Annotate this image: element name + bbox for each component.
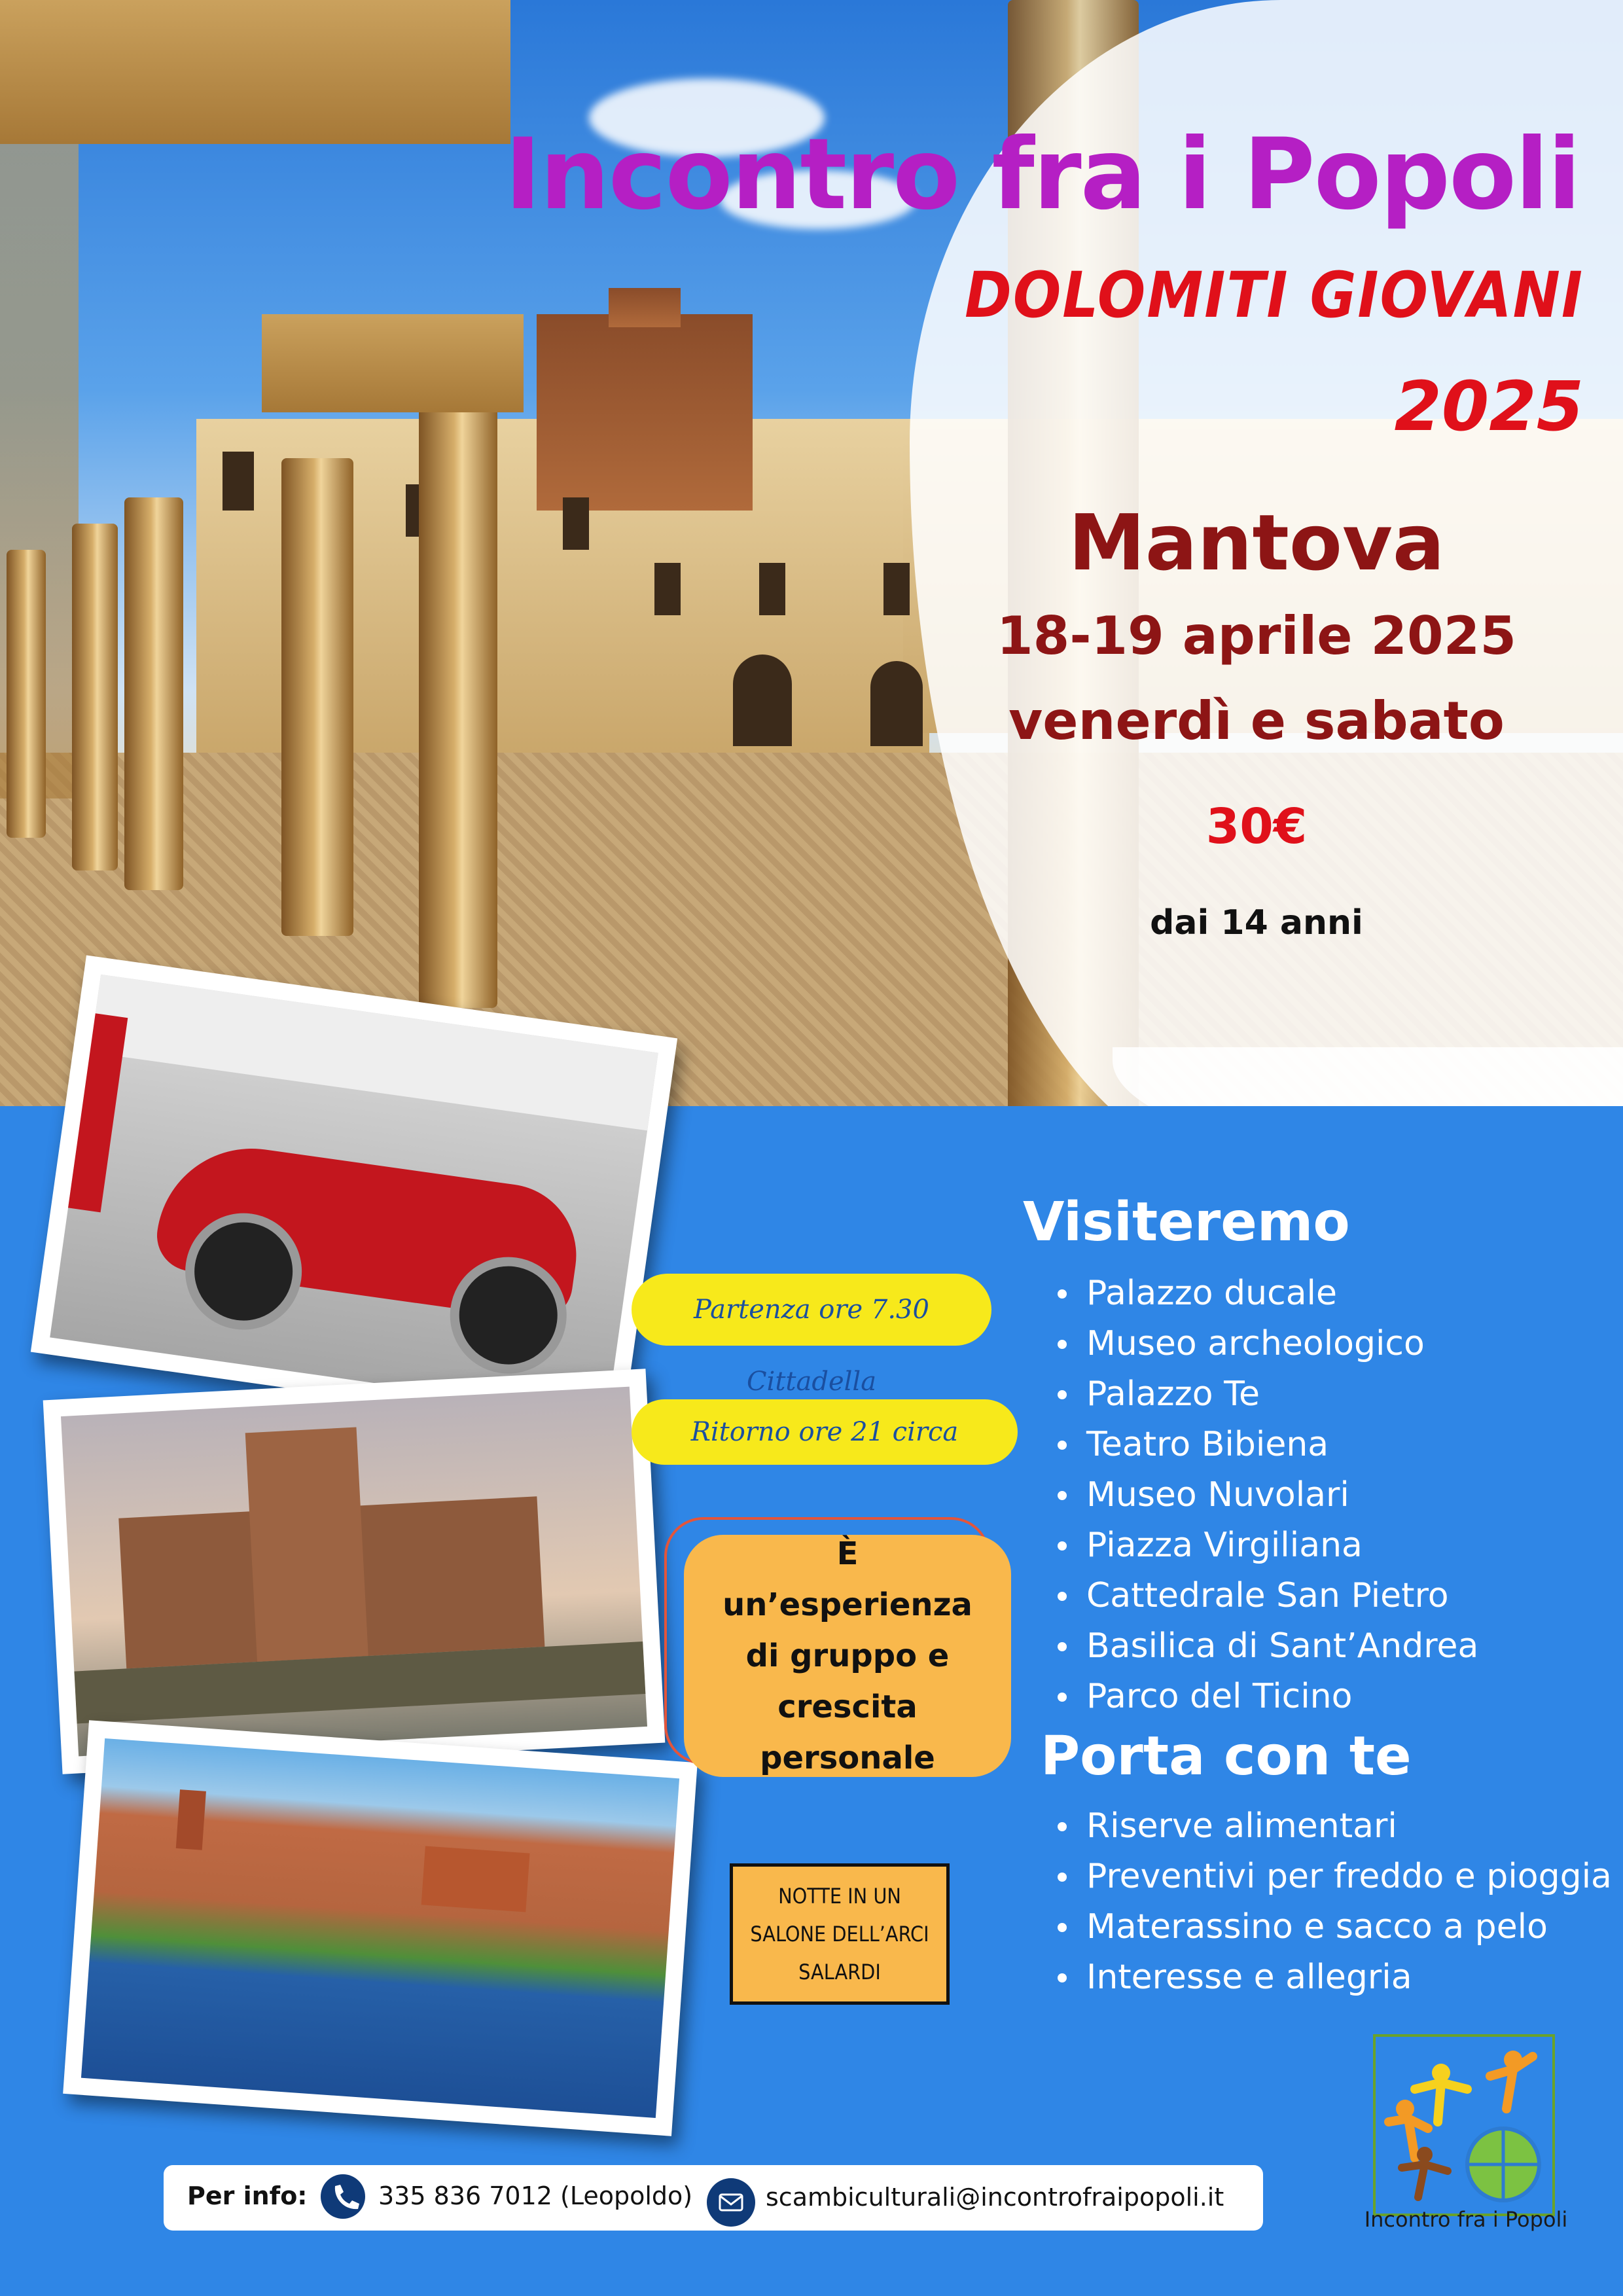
castle-photo [61,1387,647,1757]
arcade-capital [262,314,524,412]
phone-number[interactable]: 335 836 7012 (Leopoldo) [378,2181,693,2210]
arcade-ceiling [0,0,510,144]
poster-year: 2025 [1394,367,1584,446]
list-item: Museo archeologico [1052,1319,1478,1369]
poster-subtitle: DOLOMITI GIOVANI [965,259,1584,332]
list-item: Interesse e allegria [1052,1952,1612,2003]
list-item: Parco del Ticino [1052,1672,1478,1722]
window [759,563,785,615]
arch-door [733,655,792,746]
column [281,458,353,936]
window [654,563,681,615]
event-age: dai 14 anni [1150,903,1363,942]
mail-icon [707,2178,755,2227]
visit-heading: Visiteremo [1023,1191,1350,1253]
list-item: Piazza Virgiliana [1052,1520,1478,1571]
window [563,497,589,550]
list-item: Materassino e sacco a pelo [1052,1902,1612,1952]
column [124,497,183,890]
photo-card-racing-car [31,956,677,1435]
photo-card-castle [43,1369,666,1774]
visit-list [1052,1268,1478,1722]
email-address[interactable]: scambiculturali@incontrofraipopoli.it [766,2183,1224,2212]
experience-box [684,1535,1011,1777]
bell-tower [176,1789,206,1850]
departure-pill: Partenza ore 7.30 Cittadella [632,1274,991,1346]
info-label: Per info: [187,2181,308,2210]
list-item: Cattedrale San Pietro [1052,1571,1478,1621]
poster-title: Incontro fra i Popoli [505,118,1580,232]
racing-car-photo [50,975,658,1416]
city-aerial-photo [81,1738,679,2118]
bring-heading: Porta con te [1041,1725,1412,1787]
event-dates: 18-19 aprile 2025 [996,605,1517,666]
return-pill: Ritorno ore 21 circa [632,1399,1018,1465]
event-price: 30€ [1205,798,1308,855]
column [72,524,118,870]
window [883,563,910,615]
list-item: Basilica di Sant’Andrea [1052,1621,1478,1672]
column [419,406,497,1008]
photo-card-city-aerial [63,1720,698,2136]
logo-text: Incontro fra i Popoli [1364,2207,1568,2232]
event-city: Mantova [1068,497,1445,588]
castle-keep [245,1427,368,1662]
night-text: NOTTE IN UN SALONE DELL’ARCI SALARDI [750,1884,929,1984]
event-days: venerdì e sabato [1008,691,1505,751]
list-item: Palazzo ducale [1052,1268,1478,1319]
arch-door [870,661,923,746]
organization-logo [1373,2034,1555,2216]
night-box [730,1863,950,2005]
list-item: Palazzo Te [1052,1369,1478,1420]
window [223,452,254,511]
tower-top [609,288,681,327]
castle-roof [421,1846,530,1912]
phone-icon [321,2174,365,2219]
list-item: Riserve alimentari [1052,1801,1612,1852]
list-item: Preventivi per freddo e pioggia [1052,1852,1612,1902]
list-item: Teatro Bibiena [1052,1420,1478,1470]
list-item: Museo Nuvolari [1052,1470,1478,1520]
column [7,550,46,838]
experience-text: È un’esperienza di gruppo e crescita personale [722,1535,972,1776]
bring-list [1052,1801,1612,2003]
castle-tower [537,314,753,511]
